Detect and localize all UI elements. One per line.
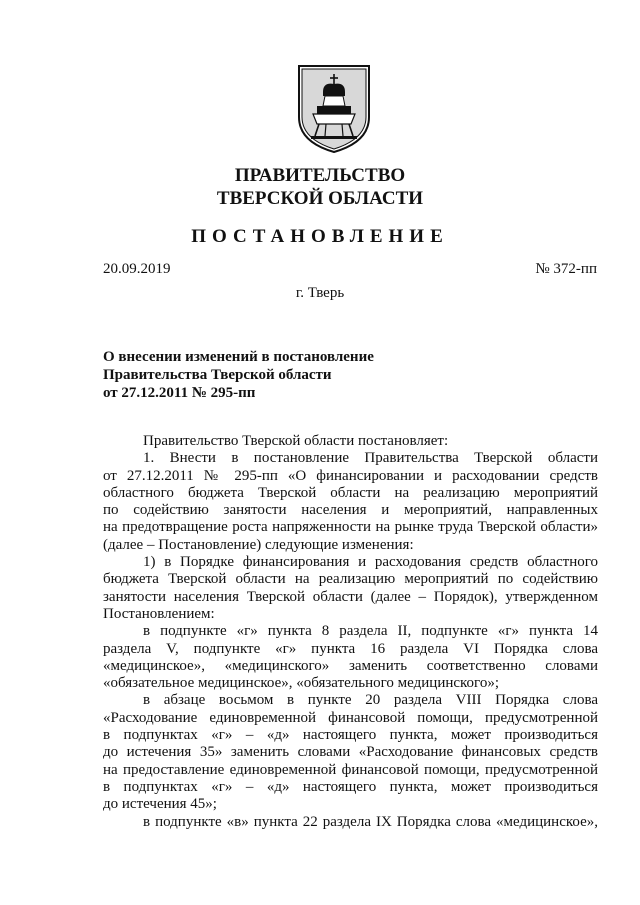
body-text-line: в подпунктах «г» – «д» настоящего пункта, может производиться [103,727,598,744]
body-text-line: на предотвращение роста напряженности на рынке труда Тверской области» [103,519,598,536]
org-name-line2: ТВЕРСКОЙ ОБЛАСТИ [216,188,424,209]
body-text-line: занятости населения Тверской области (далее – Порядок), утвержденном [103,588,598,605]
body-text-line: в подпункте «г» пункта 8 раздела II, подпункте «г» пункта 14 [143,623,598,640]
subject-line: от 27.12.2011 № 295-пп [103,385,256,401]
body-text-line: 1. Внести в постановление Правительства Тверской области [143,450,598,467]
body-text-line: Правительство Тверской области постановляет: [143,433,449,449]
body-text-line: на предоставление единовременной финансовой помощи, предусмотренной [103,761,598,778]
coat-of-arms-emblem [295,62,373,154]
body-text-line: в подпункте «в» пункта 22 раздела IX Порядка слова «медицинское», [143,813,598,830]
document-date: 20.09.2019 [103,261,171,277]
document-body [103,433,598,831]
body-text-line: в подпунктах «г» – «д» настоящего пункта, может производиться [103,778,598,795]
body-text-line: раздела V, подпункте «г» пункта 16 раздела VI Порядка слова [103,640,598,657]
document-type-title: ПОСТАНОВЛЕНИЕ [191,226,449,247]
document-subject [103,348,374,402]
body-text-line: областного бюджета Тверской области на реализацию мероприятий [103,484,598,501]
subject-line: О внесении изменений в постановление [103,349,374,365]
body-text-line: «обязательное медицинское», «обязательного медицинского»; [103,675,499,692]
body-text-line: «медицинское», «медицинского» заменить соответственно словами [103,657,598,674]
body-text-line: от 27.12.2011 № 295-пп «О финансировании и расходовании средств [103,467,598,484]
body-text-line: (далее – Постановление) следующие изменения: [103,536,414,553]
org-name-line1: ПРАВИТЕЛЬСТВО [234,165,406,186]
body-text-line: бюджета Тверской области на реализацию мероприятий по содействию [103,571,598,588]
body-text-line: Постановлением: [103,605,215,622]
body-text-line: по содействию занятости населения и мероприятий, направленных [103,502,598,519]
body-text-line: в абзаце восьмом в пункте 20 раздела VIII Порядка слова [143,692,598,709]
document-number: № 372-пп [535,261,597,277]
body-text-line: «Расходование единовременной финансовой помощи, предусмотренной [103,709,598,726]
body-text-line: 1) в Порядке финансирования и расходования средств областного [143,554,598,571]
subject-line: Правительства Тверской области [103,367,332,383]
body-text-line: до истечения 45»; [103,796,217,813]
body-text-line: до истечения 35» заменить словами «Расходование финансовых средств [103,744,598,761]
document-city: г. Тверь [295,285,345,301]
